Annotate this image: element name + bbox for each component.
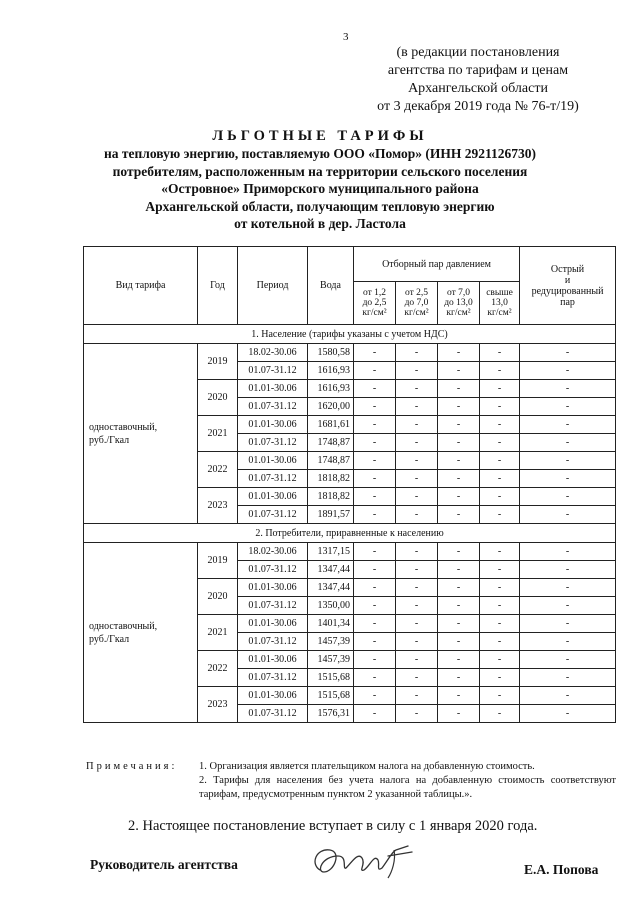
empty-value-cell: - — [354, 506, 396, 524]
steam-line: кг/см² — [446, 308, 471, 318]
steam-line: до 13,0 — [444, 298, 473, 308]
header-water: Вода — [308, 247, 354, 325]
tariff-table-body — [84, 325, 616, 723]
empty-value-cell: - — [396, 434, 438, 452]
empty-value-cell: - — [520, 633, 616, 651]
empty-value-cell: - — [438, 561, 480, 579]
empty-value-cell: - — [520, 416, 616, 434]
empty-value-cell: - — [396, 651, 438, 669]
year-cell: 2020 — [198, 579, 238, 615]
empty-value-cell: - — [396, 488, 438, 506]
period-cell: 01.01-30.06 — [238, 452, 308, 470]
empty-value-cell: - — [438, 380, 480, 398]
empty-value-cell: - — [480, 687, 520, 705]
header-sharp-line: и — [564, 274, 571, 286]
table-row — [84, 543, 616, 561]
period-cell: 01.01-30.06 — [238, 651, 308, 669]
tariff-table — [83, 246, 616, 723]
empty-value-cell: - — [396, 669, 438, 687]
empty-value-cell: - — [396, 506, 438, 524]
empty-value-cell: - — [520, 506, 616, 524]
subtitle-line: от котельной в дер. Ластола — [234, 216, 406, 231]
empty-value-cell: - — [480, 416, 520, 434]
notes — [86, 760, 616, 802]
water-tariff-cell: 1457,39 — [308, 651, 354, 669]
year-cell: 2021 — [198, 615, 238, 651]
handwritten-signature — [308, 842, 418, 882]
empty-value-cell: - — [354, 362, 396, 380]
empty-value-cell: - — [520, 543, 616, 561]
steam-line: от 7,0 — [446, 288, 471, 298]
period-cell: 01.07-31.12 — [238, 561, 308, 579]
empty-value-cell: - — [438, 615, 480, 633]
empty-value-cell: - — [520, 398, 616, 416]
year-cell: 2023 — [198, 687, 238, 723]
empty-value-cell: - — [354, 651, 396, 669]
empty-value-cell: - — [396, 416, 438, 434]
tariff-type-line: руб./Гкал — [89, 633, 130, 645]
steam-line: от 1,2 — [362, 288, 387, 298]
table-row — [84, 344, 616, 362]
empty-value-cell: - — [520, 597, 616, 615]
empty-value-cell: - — [354, 380, 396, 398]
period-cell: 01.07-31.12 — [238, 506, 308, 524]
empty-value-cell: - — [354, 615, 396, 633]
empty-value-cell: - — [520, 561, 616, 579]
empty-value-cell: - — [396, 380, 438, 398]
notes-body — [199, 760, 616, 802]
empty-value-cell: - — [480, 398, 520, 416]
empty-value-cell: - — [396, 543, 438, 561]
period-cell: 01.01-30.06 — [238, 615, 308, 633]
water-tariff-cell: 1401,34 — [308, 615, 354, 633]
year-cell: 2019 — [198, 543, 238, 579]
empty-value-cell: - — [480, 344, 520, 362]
empty-value-cell: - — [396, 597, 438, 615]
empty-value-cell: - — [480, 615, 520, 633]
empty-value-cell: - — [354, 579, 396, 597]
empty-value-cell: - — [480, 633, 520, 651]
period-cell: 01.07-31.12 — [238, 470, 308, 488]
steam-line: до 7,0 — [404, 298, 429, 308]
water-tariff-cell: 1616,93 — [308, 362, 354, 380]
edition-line: Архангельской области — [408, 81, 548, 96]
empty-value-cell: - — [480, 543, 520, 561]
period-cell: 01.07-31.12 — [238, 633, 308, 651]
empty-value-cell: - — [354, 488, 396, 506]
empty-value-cell: - — [396, 362, 438, 380]
edition-line: агентства по тарифам и ценам — [387, 63, 569, 78]
year-cell: 2019 — [198, 344, 238, 380]
water-tariff-cell: 1576,31 — [308, 705, 354, 723]
empty-value-cell: - — [396, 687, 438, 705]
empty-value-cell: - — [354, 597, 396, 615]
empty-value-cell: - — [438, 470, 480, 488]
empty-value-cell: - — [354, 416, 396, 434]
water-tariff-cell: 1347,44 — [308, 561, 354, 579]
empty-value-cell: - — [396, 561, 438, 579]
water-tariff-cell: 1681,61 — [308, 416, 354, 434]
period-cell: 18.02-30.06 — [238, 344, 308, 362]
empty-value-cell: - — [438, 651, 480, 669]
year-cell: 2022 — [198, 452, 238, 488]
empty-value-cell: - — [520, 488, 616, 506]
empty-value-cell: - — [520, 362, 616, 380]
water-tariff-cell: 1616,93 — [308, 380, 354, 398]
empty-value-cell: - — [396, 344, 438, 362]
empty-value-cell: - — [480, 597, 520, 615]
period-cell: 18.02-30.06 — [238, 543, 308, 561]
water-tariff-cell: 1347,44 — [308, 579, 354, 597]
period-cell: 01.07-31.12 — [238, 597, 308, 615]
tariff-type-line: руб./Гкал — [89, 434, 130, 446]
tariff-type-cell — [84, 543, 198, 723]
period-cell: 01.01-30.06 — [238, 380, 308, 398]
water-tariff-cell: 1818,82 — [308, 470, 354, 488]
empty-value-cell: - — [396, 398, 438, 416]
subtitle-line: «Островное» Приморского муниципального района — [161, 181, 479, 196]
empty-value-cell: - — [480, 470, 520, 488]
year-cell: 2022 — [198, 651, 238, 687]
empty-value-cell: - — [438, 434, 480, 452]
tariff-type-line: одноставочный, — [89, 620, 158, 632]
header-year: Год — [198, 247, 238, 325]
year-cell: 2020 — [198, 380, 238, 416]
empty-value-cell: - — [438, 579, 480, 597]
empty-value-cell: - — [480, 506, 520, 524]
empty-value-cell: - — [354, 452, 396, 470]
empty-value-cell: - — [480, 705, 520, 723]
steam-line: 13,0 — [491, 298, 508, 308]
page-number: 3 — [343, 31, 349, 43]
empty-value-cell: - — [480, 380, 520, 398]
steam-line: свыше — [486, 288, 513, 298]
header-sharp-line: редуцированный — [531, 285, 604, 297]
year-cell: 2021 — [198, 416, 238, 452]
empty-value-cell: - — [438, 452, 480, 470]
empty-value-cell: - — [438, 506, 480, 524]
empty-value-cell: - — [438, 398, 480, 416]
water-tariff-cell: 1515,68 — [308, 669, 354, 687]
title-block — [40, 127, 600, 233]
water-tariff-cell: 1350,00 — [308, 597, 354, 615]
section-title: 1. Население (тарифы указаны с учетом НДС) — [84, 325, 616, 344]
empty-value-cell: - — [438, 416, 480, 434]
empty-value-cell: - — [480, 362, 520, 380]
empty-value-cell: - — [354, 470, 396, 488]
water-tariff-cell: 1457,39 — [308, 633, 354, 651]
empty-value-cell: - — [520, 452, 616, 470]
water-tariff-cell: 1515,68 — [308, 687, 354, 705]
empty-value-cell: - — [480, 434, 520, 452]
steam-line: кг/см² — [404, 308, 429, 318]
empty-value-cell: - — [480, 488, 520, 506]
empty-value-cell: - — [520, 615, 616, 633]
header-steam-3 — [438, 282, 480, 325]
period-cell: 01.07-31.12 — [238, 434, 308, 452]
empty-value-cell: - — [354, 633, 396, 651]
water-tariff-cell: 1818,82 — [308, 488, 354, 506]
period-cell: 01.07-31.12 — [238, 669, 308, 687]
year-cell: 2023 — [198, 488, 238, 524]
header-steam-group: Отборный пар давлением — [354, 247, 520, 282]
period-cell: 01.07-31.12 — [238, 705, 308, 723]
water-tariff-cell: 1748,87 — [308, 452, 354, 470]
header-steam-4 — [480, 282, 520, 325]
tariff-type-cell — [84, 344, 198, 524]
steam-line: кг/см² — [487, 308, 512, 318]
empty-value-cell: - — [354, 398, 396, 416]
empty-value-cell: - — [438, 687, 480, 705]
empty-value-cell: - — [438, 362, 480, 380]
steam-line: от 2,5 — [404, 288, 429, 298]
header-sharp-line: Острый — [550, 263, 585, 275]
edition-line: от 3 декабря 2019 года № 76-т/19) — [377, 99, 579, 114]
header-tariff-type: Вид тарифа — [84, 247, 198, 325]
steam-line: кг/см² — [362, 308, 387, 318]
empty-value-cell: - — [520, 651, 616, 669]
empty-value-cell: - — [396, 579, 438, 597]
empty-value-cell: - — [354, 344, 396, 362]
header-sharp-steam — [520, 247, 616, 325]
notes-label: Примечания: — [86, 761, 178, 772]
signatory-name: Е.А. Попова — [524, 862, 599, 877]
tariff-type-line: одноставочный, — [89, 421, 158, 433]
water-tariff-cell: 1891,57 — [308, 506, 354, 524]
empty-value-cell: - — [520, 687, 616, 705]
empty-value-cell: - — [354, 434, 396, 452]
subtitle-line: Архангельской области, получающим тепловую энергию — [145, 198, 495, 214]
header-period: Период — [238, 247, 308, 325]
empty-value-cell: - — [438, 543, 480, 561]
empty-value-cell: - — [396, 452, 438, 470]
subtitle-line: потребителям, расположенным на территории сельского поселения — [112, 163, 528, 179]
empty-value-cell: - — [520, 434, 616, 452]
period-cell: 01.01-30.06 — [238, 687, 308, 705]
water-tariff-cell: 1620,00 — [308, 398, 354, 416]
period-cell: 01.07-31.12 — [238, 362, 308, 380]
empty-value-cell: - — [354, 561, 396, 579]
steam-line: до 2,5 — [362, 298, 387, 308]
period-cell: 01.01-30.06 — [238, 488, 308, 506]
period-cell: 01.07-31.12 — [238, 398, 308, 416]
empty-value-cell: - — [396, 615, 438, 633]
empty-value-cell: - — [438, 705, 480, 723]
edition-note — [328, 44, 628, 116]
empty-value-cell: - — [354, 705, 396, 723]
signatory-position: Руководитель агентства — [90, 857, 238, 872]
empty-value-cell: - — [438, 344, 480, 362]
edition-line: (в редакции постановления — [396, 45, 560, 60]
empty-value-cell: - — [480, 651, 520, 669]
note-item: 1. Организация является плательщиком налога на добавленную стоимость. — [199, 761, 535, 772]
empty-value-cell: - — [396, 470, 438, 488]
empty-value-cell: - — [480, 561, 520, 579]
empty-value-cell: - — [520, 579, 616, 597]
period-cell: 01.01-30.06 — [238, 416, 308, 434]
empty-value-cell: - — [520, 470, 616, 488]
subtitle-line: на тепловую энергию, поставляемую ООО «Помор» (ИНН 2921126730) — [104, 146, 536, 161]
header-steam-2 — [396, 282, 438, 325]
empty-value-cell: - — [438, 597, 480, 615]
empty-value-cell: - — [438, 669, 480, 687]
water-tariff-cell: 1748,87 — [308, 434, 354, 452]
period-cell: 01.01-30.06 — [238, 579, 308, 597]
empty-value-cell: - — [480, 452, 520, 470]
empty-value-cell: - — [396, 633, 438, 651]
effective-date-text: 2. Настоящее постановление вступает в силу с 1 января 2020 года. — [128, 818, 538, 834]
empty-value-cell: - — [480, 579, 520, 597]
water-tariff-cell: 1580,58 — [308, 344, 354, 362]
empty-value-cell: - — [354, 543, 396, 561]
empty-value-cell: - — [520, 669, 616, 687]
empty-value-cell: - — [438, 633, 480, 651]
empty-value-cell: - — [396, 705, 438, 723]
empty-value-cell: - — [520, 344, 616, 362]
section-title: 2. Потребители, приравненные к населению — [84, 524, 616, 543]
header-sharp-line: пар — [560, 296, 575, 308]
empty-value-cell: - — [520, 705, 616, 723]
empty-value-cell: - — [354, 687, 396, 705]
water-tariff-cell: 1317,15 — [308, 543, 354, 561]
empty-value-cell: - — [438, 488, 480, 506]
empty-value-cell: - — [520, 380, 616, 398]
document-title: ЛЬГОТНЫЕ ТАРИФЫ — [212, 128, 428, 144]
empty-value-cell: - — [480, 669, 520, 687]
header-steam-1 — [354, 282, 396, 325]
empty-value-cell: - — [354, 669, 396, 687]
note-item: 2. Тарифы для населения без учета налога на добавленную стоимость соответствуют тарифам, предусмотренным пунктом 2 указанной таблицы.». — [199, 775, 616, 800]
